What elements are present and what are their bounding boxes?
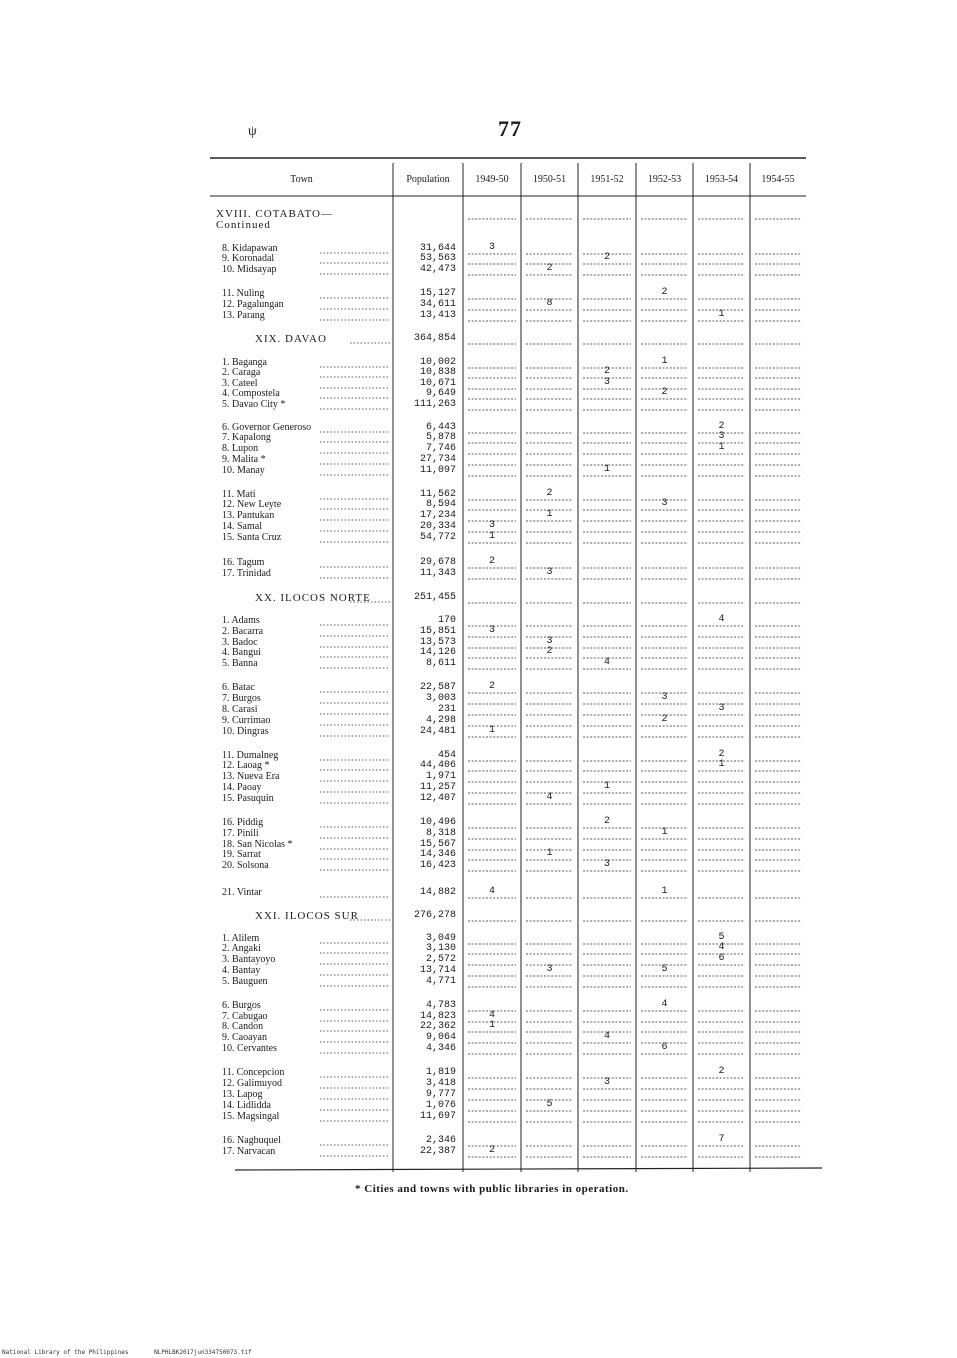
population-value: 8,318 (425, 828, 456, 839)
population-value: 15,127 (419, 288, 456, 299)
population-value: 4,771 (425, 976, 456, 987)
population-value: 31,644 (419, 243, 456, 254)
library-count: 3 (661, 498, 668, 509)
town-name: 19. Sarrat (222, 849, 261, 860)
library-count: 1 (661, 827, 668, 838)
town-name: 8. Carasi (222, 704, 258, 715)
column-header: 1952-53 (647, 174, 682, 185)
library-count: 6 (661, 1042, 668, 1053)
library-count: 3 (718, 703, 725, 714)
library-count: 4 (661, 999, 668, 1010)
population-value: 3,130 (425, 943, 456, 954)
population-value: 13,714 (419, 965, 456, 976)
town-name: 3. Bantayoyo (222, 954, 276, 965)
library-count: 1 (546, 509, 553, 520)
town-name: 11. Concepcion (222, 1067, 285, 1078)
library-count: 1 (604, 781, 611, 792)
library-count: 2 (718, 1066, 725, 1077)
town-name: 9. Currimao (222, 715, 271, 726)
town-name: 3. Badoc (222, 637, 258, 648)
library-count: 1 (718, 309, 725, 320)
town-name: 7. Burgos (222, 693, 261, 704)
section-title: XIX. DAVAO (255, 333, 327, 345)
library-count: 4 (604, 657, 611, 668)
library-count: 2 (604, 816, 611, 827)
town-name: 15. Santa Cruz (222, 532, 282, 543)
town-name: 13. Parang (222, 310, 265, 321)
town-name: 4. Bantay (222, 965, 261, 976)
library-count: 2 (661, 287, 668, 298)
population-value: 1,076 (425, 1100, 456, 1111)
population-value: 231 (437, 704, 456, 715)
library-count: 1 (661, 886, 668, 897)
population-value: 11,257 (419, 782, 456, 793)
town-name: 17. Trinidad (222, 568, 271, 579)
library-count: 2 (661, 714, 668, 725)
column-header: 1954-55 (761, 174, 795, 185)
population-value: 10,671 (419, 378, 456, 389)
library-count: 5 (661, 964, 668, 975)
population-value: 170 (437, 615, 456, 626)
library-count: 1 (546, 848, 553, 859)
population-value: 4,346 (425, 1043, 456, 1054)
town-name: 1. Adams (222, 615, 260, 626)
library-count: 3 (489, 520, 496, 531)
library-count: 4 (489, 1010, 496, 1021)
population-value: 251,455 (413, 592, 456, 603)
population-value: 11,562 (419, 489, 456, 500)
library-count: 3 (546, 964, 553, 975)
town-name: 4. Bangui (222, 647, 261, 658)
town-name: 10. Cervantes (222, 1043, 277, 1054)
library-count: 6 (718, 953, 725, 964)
town-name: 13. Nueva Era (222, 771, 280, 782)
town-name: 14. Lidlidda (222, 1100, 271, 1111)
town-name: 6. Batac (222, 682, 255, 693)
population-value: 14,126 (419, 647, 456, 658)
library-count: 3 (604, 377, 611, 388)
town-name: 11. Mati (222, 489, 256, 500)
population-value: 14,823 (419, 1011, 456, 1022)
town-name: 2. Bacarra (222, 626, 264, 637)
population-value: 9,777 (425, 1089, 456, 1100)
town-name: 10. Dingras (222, 726, 269, 737)
town-name: 6. Governor Generoso (222, 422, 312, 433)
town-name: 9. Malita * (222, 454, 266, 465)
library-count: 3 (604, 1077, 611, 1088)
population-value: 111,263 (413, 399, 456, 410)
library-count: 1 (489, 1020, 496, 1031)
town-name: 5. Davao City * (222, 399, 286, 410)
population-value: 14,346 (419, 849, 456, 860)
population-value: 12,407 (419, 793, 456, 804)
population-value: 4,298 (425, 715, 456, 726)
population-value: 454 (437, 750, 456, 761)
population-value: 20,334 (419, 521, 456, 532)
town-name: 12. Laoag * (222, 760, 270, 771)
population-value: 2,346 (425, 1135, 456, 1146)
library-count: 4 (604, 1031, 611, 1042)
town-name: 9. Caoayan (222, 1032, 267, 1043)
town-name: 17. Narvacan (222, 1146, 276, 1157)
section-title: XVIII. COTABATO— Continued (216, 208, 333, 231)
library-count: 3 (489, 625, 496, 636)
population-value: 24,481 (419, 726, 456, 737)
town-name: 10. Manay (222, 465, 265, 476)
population-value: 29,678 (419, 557, 456, 568)
library-count: 2 (489, 556, 496, 567)
population-value: 2,572 (425, 954, 456, 965)
town-name: 1. Baganga (222, 357, 267, 368)
top-mark: ψ (248, 124, 257, 139)
town-name: 5. Bauguen (222, 976, 268, 987)
town-name: 13. Lapog (222, 1089, 263, 1100)
section-title: XX. ILOCOS NORTE (255, 592, 371, 604)
library-count: 3 (718, 431, 725, 442)
town-name: 11. Dumalneg (222, 750, 279, 761)
population-value: 1,819 (425, 1067, 456, 1078)
population-value: 11,697 (419, 1111, 456, 1122)
population-value: 10,496 (419, 817, 456, 828)
town-name: 2. Angaki (222, 943, 261, 954)
population-value: 16,423 (419, 860, 456, 871)
town-name: 5. Banna (222, 658, 258, 669)
library-count: 1 (489, 531, 496, 542)
town-name: 4. Compostela (222, 388, 280, 399)
scan-footer (2, 1349, 274, 1356)
footer-source: National Library of the Philippines (2, 1349, 129, 1356)
town-name: 20. Solsona (222, 860, 269, 871)
column-header: Population (406, 174, 450, 185)
population-value: 8,611 (425, 658, 456, 669)
town-name: 3. Cateel (222, 378, 258, 389)
town-name: 7. Cabugao (222, 1011, 268, 1022)
library-count: 2 (718, 749, 725, 760)
town-name: 6. Burgos (222, 1000, 261, 1011)
page-number: 77 (498, 116, 522, 141)
library-count: 2 (546, 263, 553, 274)
population-value: 27,734 (419, 454, 456, 465)
population-value: 3,003 (425, 693, 456, 704)
library-count: 2 (546, 488, 553, 499)
population-value: 13,573 (419, 637, 456, 648)
town-name: 21. Vintar (222, 887, 262, 898)
town-name: 15. Pasuquin (222, 793, 274, 804)
column-header: 1951-52 (590, 174, 624, 185)
population-value: 22,362 (419, 1021, 456, 1032)
population-value: 17,234 (419, 510, 456, 521)
population-value: 22,587 (419, 682, 456, 693)
population-value: 5,878 (425, 432, 456, 443)
library-count: 3 (661, 692, 668, 703)
library-count: 7 (718, 1134, 725, 1145)
town-name: 12. Pagalungan (222, 299, 284, 310)
library-count: 2 (604, 366, 611, 377)
library-count: 2 (546, 646, 553, 657)
library-count: 4 (489, 886, 496, 897)
population-value: 53,563 (419, 253, 456, 264)
population-value: 3,049 (425, 933, 456, 944)
town-name: 18. San Nicolas * (222, 839, 293, 850)
town-name: 14. Samal (222, 521, 262, 532)
library-count: 5 (718, 932, 725, 943)
town-name: 7. Kapalong (222, 432, 271, 443)
town-name: 9. Koronadal (222, 253, 275, 264)
library-count: 1 (718, 759, 725, 770)
column-header: 1953-54 (704, 174, 739, 185)
population-value: 4,783 (425, 1000, 456, 1011)
library-count: 4 (718, 942, 725, 953)
population-value: 10,838 (419, 367, 456, 378)
library-count: 5 (546, 1099, 553, 1110)
column-header: 1949-50 (475, 174, 509, 185)
population-value: 14,882 (419, 887, 456, 898)
town-name: 8. Candon (222, 1021, 264, 1032)
population-value: 1,971 (425, 771, 456, 782)
library-count: 2 (489, 1145, 496, 1156)
library-count: 1 (604, 464, 611, 475)
population-value: 10,002 (419, 357, 456, 368)
town-name: 15. Magsingal (222, 1111, 280, 1122)
town-name: 12. New Leyte (222, 499, 282, 510)
town-name: 16. Nagbuquel (222, 1135, 281, 1146)
population-value: 6,443 (425, 422, 456, 433)
population-value: 44,406 (419, 760, 456, 771)
population-value: 364,854 (413, 333, 456, 344)
town-name: 8. Kidapawan (222, 243, 278, 254)
library-count: 3 (546, 567, 553, 578)
town-name: 14. Paoay (222, 782, 262, 793)
library-count: 1 (718, 442, 725, 453)
population-value: 15,567 (419, 839, 456, 850)
library-count: 4 (546, 792, 553, 803)
footer-file: NLPHLBK2017jun334750073.tif (154, 1349, 252, 1356)
population-value: 8,594 (425, 499, 456, 510)
library-count: 3 (546, 636, 553, 647)
town-name: 13. Pantukan (222, 510, 275, 521)
population-value: 11,343 (419, 568, 456, 579)
town-name: 10. Midsayap (222, 264, 277, 275)
library-count: 4 (718, 614, 725, 625)
town-name: 1. Alilem (222, 933, 260, 944)
library-count: 2 (604, 252, 611, 263)
town-name: 12. Galimuyod (222, 1078, 282, 1089)
population-value: 7,746 (425, 443, 456, 454)
library-count: 2 (661, 387, 668, 398)
population-value: 276,278 (413, 910, 456, 921)
town-name: 16. Tagum (222, 557, 265, 568)
town-name: 2. Caraga (222, 367, 261, 378)
column-header: Town (290, 174, 313, 185)
population-value: 42,473 (419, 264, 456, 275)
population-value: 54,772 (419, 532, 456, 543)
library-count: 1 (661, 356, 668, 367)
town-name: 8. Lupon (222, 443, 259, 454)
library-count: 1 (489, 725, 496, 736)
population-value: 3,418 (425, 1078, 456, 1089)
population-value: 11,097 (419, 465, 456, 476)
column-header: 1950-51 (532, 174, 567, 185)
town-name: 16. Piddig (222, 817, 264, 828)
footnote: * Cities and towns with public libraries in operation. (355, 1183, 629, 1195)
population-value: 9,064 (425, 1032, 456, 1043)
library-count: 2 (718, 421, 725, 432)
population-value: 9,649 (425, 388, 456, 399)
town-name: 17. Pinili (222, 828, 259, 839)
library-count: 8 (546, 298, 553, 309)
population-value: 34,611 (419, 299, 456, 310)
town-name: 11. Nuling (222, 288, 265, 299)
population-value: 22,387 (419, 1146, 456, 1157)
population-value: 13,413 (419, 310, 456, 321)
section-title: XXI. ILOCOS SUR (255, 910, 359, 922)
library-count: 3 (604, 859, 611, 870)
library-count: 2 (489, 681, 496, 692)
population-value: 15,851 (419, 626, 456, 637)
library-count: 3 (489, 242, 496, 253)
